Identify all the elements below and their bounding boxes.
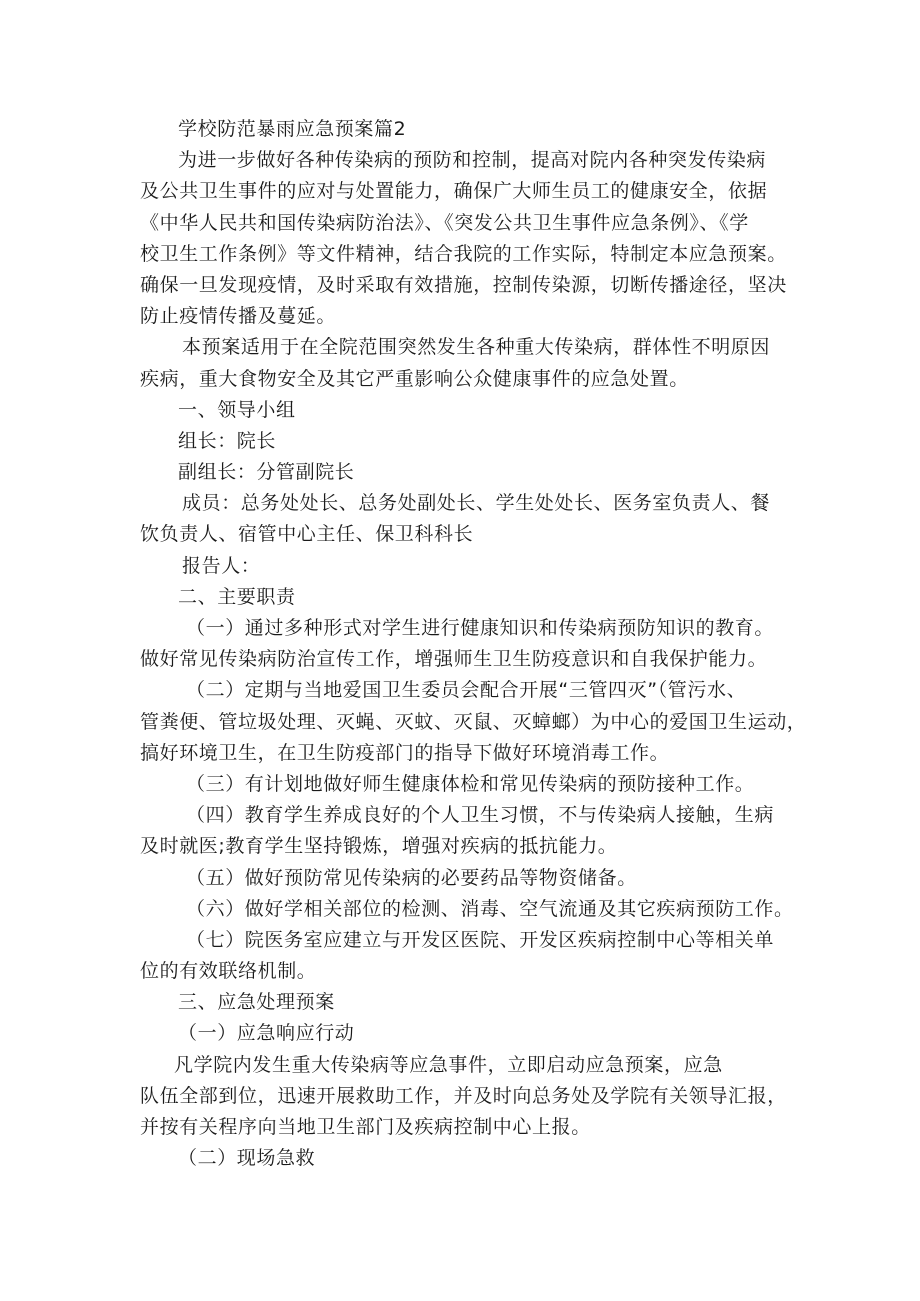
section-heading: 三、应急处理预案 bbox=[178, 991, 335, 1014]
paragraph-line: 校卫生工作条例》等文件精神，结合我院的工作实际，特制定本应急预案。 bbox=[140, 242, 787, 265]
paragraph-line: 凡学院内发生重大传染病等应急事件，立即启动应急预案，应急 bbox=[174, 1053, 723, 1076]
paragraph-line: （一）通过多种形式对学生进行健康知识和传染病预防知识的教育。 bbox=[186, 617, 775, 639]
paragraph-line: 队伍全部到位，迅速开展救助工作，并及时向总务处及学院有关领导汇报， bbox=[140, 1084, 787, 1107]
paragraph-line: 疾病，重大食物安全及其它严重影响公众健康事件的应急处置。 bbox=[140, 367, 689, 390]
section-heading: 一、领导小组 bbox=[178, 398, 296, 421]
paragraph-line: 本预案适用于在全院范围突然发生各种重大传染病，群体性不明原因 bbox=[182, 336, 771, 359]
paragraph-line: 《中华人民共和国传染病防治法》、《突发公共卫生事件应急条例》、《学 bbox=[140, 211, 749, 234]
paragraph-line: 报告人： bbox=[182, 554, 261, 577]
paragraph-line: 成员：总务处处长、总务处副处长、学生处处长、医务室负责人、餐 bbox=[182, 492, 771, 515]
paragraph-line: 及时就医;教育学生坚持锻炼，增强对疾病的抵抗能力。 bbox=[140, 835, 618, 858]
paragraph-line: 为进一步做好各种传染病的预防和控制，提高对院内各种突发传染病 bbox=[178, 149, 767, 172]
paragraph-line: （四）教育学生养成良好的个人卫生习惯，不与传染病人接触，生病 bbox=[186, 804, 775, 827]
document-body bbox=[140, 114, 807, 1174]
paragraph-line: （二）定期与当地爱国卫生委员会配合开展“三管四灭”（管污水、 bbox=[186, 679, 747, 702]
paragraph-line: 位的有效联络机制。 bbox=[140, 960, 317, 983]
document-title: 学校防范暴雨应急预案篇2 bbox=[178, 118, 407, 140]
paragraph-line: 管粪便、管垃圾处理、灭蝇、灭蚊、灭鼠、灭蟑螂）为中心的爱国卫生运动， bbox=[140, 710, 807, 733]
paragraph-line: （七）院医务室应建立与开发区医院、开发区疾病控制中心等相关单 bbox=[186, 928, 775, 951]
paragraph-line: 饮负责人、宿管中心主任、保卫科科长 bbox=[140, 523, 474, 546]
paragraph-line: （三）有计划地做好师生健康体检和常见传染病的预防接种工作。 bbox=[186, 772, 755, 795]
paragraph-line: 确保一旦发现疫情，及时采取有效措施，控制传染源，切断传播途径，坚决 bbox=[140, 273, 787, 296]
subsection-heading: （一）应急响应行动 bbox=[178, 1022, 355, 1045]
subsection-heading: （二）现场急救 bbox=[178, 1147, 316, 1170]
paragraph-line: （五）做好预防常见传染病的必要药品等物资储备。 bbox=[186, 866, 637, 889]
paragraph-line: 及公共卫生事件的应对与处置能力，确保广大师生员工的健康安全，依据 bbox=[140, 180, 768, 203]
paragraph-line: 副组长：分管副院长 bbox=[178, 461, 355, 484]
paragraph-line: 搞好环境卫生，在卫生防疫部门的指导下做好环境消毒工作。 bbox=[140, 741, 670, 764]
paragraph-line: 做好常见传染病防治宣传工作，增强师生卫生防疫意识和自我保护能力。 bbox=[140, 648, 768, 671]
paragraph-line: 防止疫情传播及蔓延。 bbox=[140, 305, 337, 328]
paragraph-line: （六）做好学相关部位的检测、消毒、空气流通及其它疾病预防工作。 bbox=[186, 897, 794, 920]
paragraph-line: 组长：院长 bbox=[178, 429, 277, 452]
section-heading: 二、主要职责 bbox=[178, 585, 296, 608]
paragraph-line: 并按有关程序向当地卫生部门及疾病控制中心上报。 bbox=[140, 1116, 591, 1138]
